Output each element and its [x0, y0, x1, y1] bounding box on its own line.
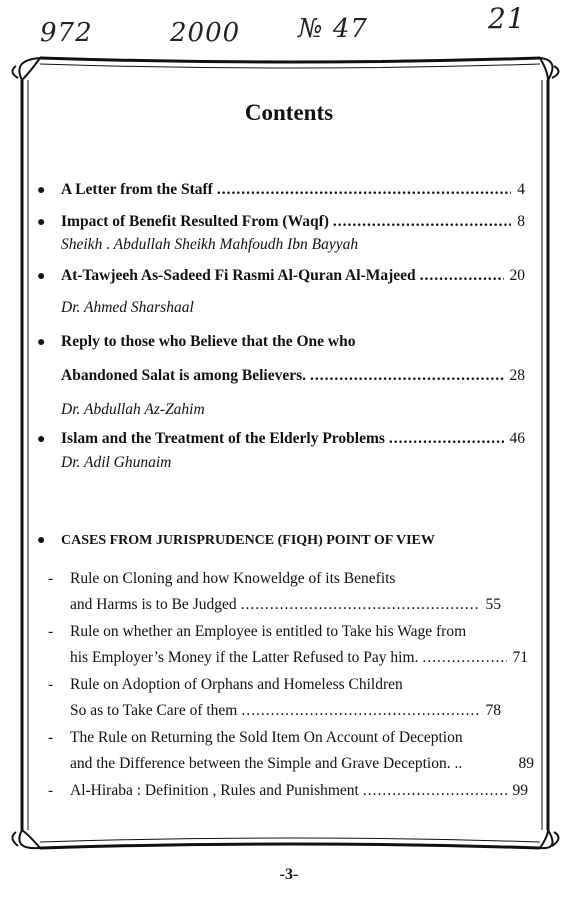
case-line1: Rule on whether an Employee is entitled to Take his Wage from — [70, 623, 467, 640]
leader-dots — [241, 702, 479, 720]
entry-author: Dr. Adil Ghunaim — [61, 454, 172, 471]
page-title: Contents — [244, 100, 334, 125]
leader-dots — [422, 649, 506, 667]
entry-title: Islam and the Treatment of the Elderly Problems — [61, 430, 385, 447]
dash-marker: - — [48, 676, 54, 693]
bullet-icon: ● — [37, 183, 46, 198]
entry-title: At-Tawjeeh As-Sadeed Fi Rasmi Al-Quran Al-Majeed — [61, 267, 416, 284]
leader-dots — [310, 367, 503, 385]
case-line1: Al-Hiraba : Definition , Rules and Punishment — [70, 782, 359, 799]
entry-title-line2: Abandoned Salat is among Believers. — [61, 367, 307, 384]
entry-author: Dr. Abdullah Az-Zahim — [61, 401, 205, 418]
entry-title: Impact of Benefit Resulted From (Waqf) — [61, 213, 329, 230]
case-page: 55 — [485, 596, 501, 613]
leader-dots — [363, 782, 507, 800]
entry-page: 4 — [517, 181, 525, 198]
case-page: 71 — [512, 649, 528, 666]
toc-entry — [37, 213, 525, 256]
entry-title: A Letter from the Staff — [61, 181, 213, 198]
bullet-icon: ● — [37, 432, 46, 447]
case-page: 78 — [485, 702, 501, 719]
case-page: 99 — [512, 782, 528, 799]
page-number: -3- — [279, 866, 299, 883]
entry-author: Sheikh . Abdullah Sheikh Mahfoudh Ibn Bayyah — [61, 236, 359, 253]
section-heading — [37, 533, 525, 553]
dash-marker: - — [48, 729, 54, 746]
dash-marker: - — [48, 623, 54, 640]
dash-marker: - — [48, 570, 54, 587]
case-page: 89 — [518, 755, 534, 772]
bullet-icon: ● — [37, 269, 46, 284]
toc-entry — [37, 267, 525, 319]
leader-dots — [420, 267, 504, 285]
bullet-icon: ● — [37, 215, 46, 230]
entry-author: Dr. Ahmed Sharshaal — [61, 299, 194, 316]
bullet-icon: ● — [37, 533, 46, 548]
dash-marker: - — [48, 782, 54, 799]
case-entry — [44, 729, 534, 775]
case-line2: and Harms is to Be Judged — [70, 596, 237, 613]
bullet-icon: ● — [37, 335, 46, 350]
handwritten-note-number: № 47 — [298, 14, 368, 44]
section-heading-text: CASES FROM JURISPRUDENCE (FIQH) POINT OF VIEW — [61, 533, 435, 548]
case-line1: Rule on Adoption of Orphans and Homeless Children — [70, 676, 403, 693]
case-entry — [44, 676, 501, 722]
case-line2: and the Difference between the Simple and Grave Deception. .. — [70, 755, 463, 772]
case-entry — [44, 623, 528, 669]
entry-page: 46 — [509, 430, 525, 447]
handwritten-note-2000: 2000 — [170, 18, 241, 48]
case-entry — [44, 782, 528, 802]
toc-entry — [37, 333, 525, 421]
handwritten-note-972: 972 — [40, 18, 93, 48]
case-line1: The Rule on Returning the Sold Item On Account of Deception — [70, 729, 463, 746]
case-line1: Rule on Cloning and how Knoweldge of its Benefits — [70, 570, 396, 587]
leader-dots — [333, 213, 511, 231]
toc-entry — [37, 430, 525, 474]
leader-dots — [241, 596, 480, 614]
leader-dots — [217, 181, 511, 199]
case-line2: his Employer’s Money if the Latter Refused to Pay him. — [70, 649, 419, 666]
entry-title-line1: Reply to those who Believe that the One who — [61, 333, 356, 350]
toc-entry — [37, 181, 525, 201]
entry-page: 20 — [509, 267, 525, 284]
handwritten-note-corner: 21 — [488, 2, 526, 35]
entry-page: 28 — [509, 367, 525, 384]
leader-dots — [389, 430, 504, 448]
entry-page: 8 — [517, 213, 525, 230]
case-entry — [44, 570, 501, 616]
case-line2: So as to Take Care of them — [70, 702, 238, 719]
